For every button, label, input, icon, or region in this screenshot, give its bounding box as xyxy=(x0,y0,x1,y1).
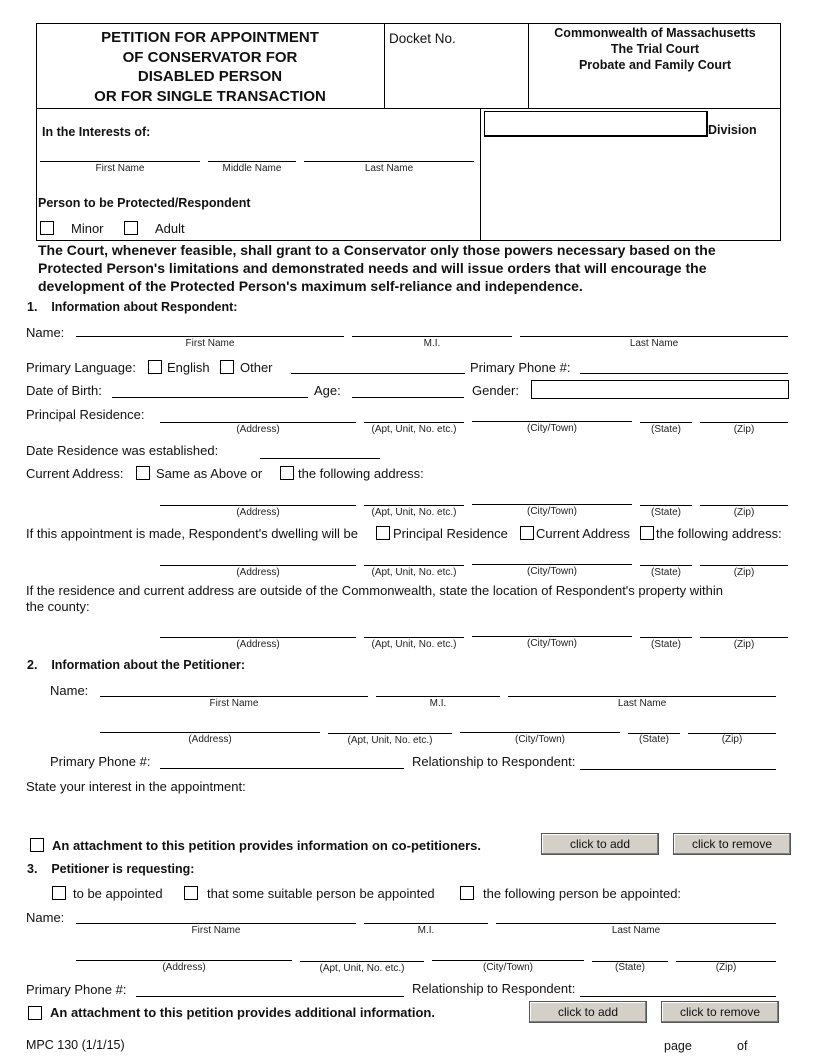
division-input[interactable] xyxy=(484,111,708,137)
nominee-state-caption: (State) xyxy=(614,962,645,973)
nominee-relationship-label: Relationship to Respondent: xyxy=(412,981,576,996)
nominee-phone-line[interactable] xyxy=(136,996,404,997)
co-petitioners-label: An attachment to this petition provides information on co-petitioners. xyxy=(52,838,482,853)
dwelling-state-caption: (State) xyxy=(650,567,681,578)
form-title-line-1: PETITION FOR APPOINTMENT xyxy=(101,29,319,46)
property-state-line[interactable] xyxy=(640,637,692,638)
principal-state-line[interactable] xyxy=(640,422,692,423)
dwelling-following-label: the following address: xyxy=(656,526,782,541)
additional-info-add-button[interactable]: click to add xyxy=(529,1001,647,1023)
property-zip-caption: (Zip) xyxy=(733,639,755,650)
form-title-line-2: OF CONSERVATOR FOR xyxy=(122,48,298,66)
property-apt-line[interactable] xyxy=(364,637,464,638)
nominee-last-name-caption: Last Name xyxy=(611,925,661,936)
petitioner-mi-caption: M.I. xyxy=(429,698,447,709)
petitioner-first-name-caption: First Name xyxy=(209,698,259,709)
nominee-mi-caption: M.I. xyxy=(417,925,435,936)
nominee-apt-line[interactable] xyxy=(300,961,424,962)
respondent-first-name-caption: First Name xyxy=(185,338,235,349)
interest-middle-name-caption: Middle Name xyxy=(222,163,282,174)
form-title-line-3: DISABLED PERSON xyxy=(137,68,283,85)
current-state-caption: (State) xyxy=(650,507,681,518)
current-state-line[interactable] xyxy=(640,505,692,506)
section-2-heading: 2. Information about the Petitioner: xyxy=(27,658,246,672)
court-line-2: The Trial Court xyxy=(610,42,700,56)
property-address-line[interactable] xyxy=(160,637,356,638)
respondent-mi-line[interactable] xyxy=(352,336,512,337)
court-line-3: Probate and Family Court xyxy=(578,58,732,72)
additional-info-remove-button[interactable]: click to remove xyxy=(661,1001,779,1023)
same-as-above-label: Same as Above or xyxy=(156,466,263,481)
dwelling-principal-label: Principal Residence xyxy=(393,526,508,541)
other-language-line[interactable] xyxy=(291,373,465,374)
outside-text-line-1: If the residence and current address are outside of the Commonwealth, state the location of Respondent's property within xyxy=(26,583,723,598)
to-be-appointed-checkbox[interactable] xyxy=(52,886,66,900)
dwelling-state-line[interactable] xyxy=(640,565,692,566)
property-address-caption: (Address) xyxy=(236,639,280,650)
notice-line-3: development of the Protected Person's maximum self-reliance and independence. xyxy=(38,278,583,294)
respondent-last-name-line[interactable] xyxy=(520,336,788,337)
section-3-heading: 3. Petitioner is requesting: xyxy=(27,862,195,876)
interest-first-name-caption: First Name xyxy=(95,163,145,174)
petitioner-mi-line[interactable] xyxy=(376,696,500,697)
section-1-heading: 1. Information about Respondent: xyxy=(27,300,238,314)
following-person-checkbox[interactable] xyxy=(460,886,474,900)
dwelling-apt-line[interactable] xyxy=(364,565,464,566)
petitioner-city-caption: (City/Town) xyxy=(514,734,565,745)
petitioner-city-line[interactable] xyxy=(460,732,620,733)
current-address-label: Current Address: xyxy=(26,466,124,481)
principal-zip-caption: (Zip) xyxy=(733,424,755,435)
additional-info-checkbox[interactable] xyxy=(28,1006,42,1020)
primary-language-label: Primary Language: xyxy=(26,360,136,375)
current-address-caption: (Address) xyxy=(236,507,280,518)
current-city-line[interactable] xyxy=(472,504,632,505)
co-petitioners-add-button[interactable]: click to add xyxy=(541,833,659,855)
principal-apt-line[interactable] xyxy=(364,422,464,423)
interest-statement-label: State your interest in the appointment: xyxy=(26,779,246,794)
nominee-city-line[interactable] xyxy=(432,960,584,961)
person-protected-label: Person to be Protected/Respondent xyxy=(38,196,251,210)
suitable-person-label: that some suitable person be appointed xyxy=(207,886,435,901)
form-id: MPC 130 (1/1/15) xyxy=(26,1038,125,1052)
current-zip-caption: (Zip) xyxy=(733,507,755,518)
current-following-label: the following address: xyxy=(298,466,424,481)
adult-checkbox[interactable] xyxy=(124,221,138,235)
nominee-address-caption: (Address) xyxy=(162,962,206,973)
petitioner-relationship-line[interactable] xyxy=(580,769,776,770)
principal-state-caption: (State) xyxy=(650,424,681,435)
petitioner-first-name-line[interactable] xyxy=(100,696,368,697)
interest-last-name-line[interactable] xyxy=(304,161,474,162)
page-label: page xyxy=(664,1039,692,1053)
dob-label: Date of Birth: xyxy=(26,383,102,398)
property-city-caption: (City/Town) xyxy=(526,638,577,649)
current-apt-caption: (Apt, Unit, No. etc.) xyxy=(371,507,457,518)
petitioner-last-name-caption: Last Name xyxy=(617,698,667,709)
form-title xyxy=(40,28,380,106)
court-line-1: Commonwealth of Massachusetts xyxy=(554,26,756,40)
nominee-first-name-caption: First Name xyxy=(191,925,241,936)
respondent-last-name-caption: Last Name xyxy=(629,338,679,349)
notice-line-2: Protected Person's limitations and demonstrated needs and will issue orders that will encourage the xyxy=(38,260,707,276)
principal-city-caption: (City/Town) xyxy=(526,423,577,434)
to-be-appointed-label: to be appointed xyxy=(73,886,163,901)
english-label: English xyxy=(167,360,210,375)
petitioner-name-label: Name: xyxy=(50,683,89,698)
court-name xyxy=(530,25,780,73)
property-zip-line[interactable] xyxy=(700,637,788,638)
date-established-line[interactable] xyxy=(260,458,380,459)
nominee-address-line[interactable] xyxy=(76,960,292,961)
dwelling-address-line[interactable] xyxy=(160,565,356,566)
dwelling-zip-line[interactable] xyxy=(700,565,788,566)
petitioner-phone-line[interactable] xyxy=(160,768,404,769)
minor-checkbox[interactable] xyxy=(40,221,54,235)
petitioner-state-caption: (State) xyxy=(638,734,669,745)
petitioner-address-line[interactable] xyxy=(100,732,320,733)
court-notice xyxy=(38,241,808,295)
suitable-person-checkbox[interactable] xyxy=(184,886,198,900)
respondent-first-name-line[interactable] xyxy=(76,336,344,337)
respondent-phone-label: Primary Phone #: xyxy=(470,360,571,375)
interests-label: In the Interests of: xyxy=(42,125,151,139)
petitioner-apt-caption: (Apt, Unit, No. etc.) xyxy=(347,735,433,746)
current-address-line[interactable] xyxy=(160,505,356,506)
dwelling-city-caption: (City/Town) xyxy=(526,566,577,577)
age-line[interactable] xyxy=(352,397,464,398)
dwelling-apt-caption: (Apt, Unit, No. etc.) xyxy=(371,567,457,578)
same-as-above-checkbox[interactable] xyxy=(136,466,150,480)
docket-label: Docket No. xyxy=(389,31,456,46)
petitioner-phone-label: Primary Phone #: xyxy=(50,754,151,769)
property-city-line[interactable] xyxy=(472,636,632,637)
age-label: Age: xyxy=(314,383,341,398)
property-apt-caption: (Apt, Unit, No. etc.) xyxy=(371,639,457,650)
outside-text-line-2: the county: xyxy=(26,599,90,614)
nominee-mi-line[interactable] xyxy=(364,923,488,924)
petitioner-zip-caption: (Zip) xyxy=(721,734,743,745)
current-apt-line[interactable] xyxy=(364,505,464,506)
interest-last-name-caption: Last Name xyxy=(364,163,414,174)
nominee-last-name-line[interactable] xyxy=(496,923,776,924)
other-language-label: Other xyxy=(240,360,273,375)
petitioner-last-name-line[interactable] xyxy=(508,696,776,697)
other-language-checkbox[interactable] xyxy=(220,360,234,374)
respondent-mi-caption: M.I. xyxy=(423,338,441,349)
nominee-city-caption: (City/Town) xyxy=(482,962,533,973)
principal-address-line[interactable] xyxy=(160,422,356,423)
date-established-label: Date Residence was established: xyxy=(26,443,219,458)
gender-label: Gender: xyxy=(472,383,519,398)
co-petitioners-remove-button[interactable]: click to remove xyxy=(673,833,791,855)
dwelling-current-checkbox[interactable] xyxy=(520,526,534,540)
additional-info-label: An attachment to this petition provides additional information. xyxy=(50,1005,435,1020)
nominee-apt-caption: (Apt, Unit, No. etc.) xyxy=(319,963,405,974)
division-label: Division xyxy=(708,123,757,137)
gender-input[interactable] xyxy=(531,380,789,399)
notice-line-1: The Court, whenever feasible, shall grant to a Conservator only those powers necessary based on the xyxy=(38,242,716,258)
petitioner-relationship-label: Relationship to Respondent: xyxy=(412,754,576,769)
interest-first-name-line[interactable] xyxy=(40,161,200,162)
dwelling-address-caption: (Address) xyxy=(236,567,280,578)
following-person-label: the following person be appointed: xyxy=(483,886,682,901)
nominee-first-name-line[interactable] xyxy=(76,923,356,924)
dwelling-zip-caption: (Zip) xyxy=(733,567,755,578)
english-checkbox[interactable] xyxy=(148,360,162,374)
principal-residence-label: Principal Residence: xyxy=(26,407,145,422)
nominee-zip-caption: (Zip) xyxy=(715,962,737,973)
principal-city-line[interactable] xyxy=(472,421,632,422)
property-state-caption: (State) xyxy=(650,639,681,650)
respondent-name-label: Name: xyxy=(26,325,65,340)
current-zip-line[interactable] xyxy=(700,505,788,506)
nominee-relationship-line[interactable] xyxy=(580,996,776,997)
principal-apt-caption: (Apt, Unit, No. etc.) xyxy=(371,424,457,435)
header-divider-v1 xyxy=(384,23,385,108)
header-divider-v3 xyxy=(480,108,481,241)
form-title-line-4: OR FOR SINGLE TRANSACTION xyxy=(94,87,326,105)
header-divider-h xyxy=(36,108,781,109)
dob-line[interactable] xyxy=(112,397,308,398)
respondent-phone-line[interactable] xyxy=(580,373,788,374)
current-city-caption: (City/Town) xyxy=(526,506,577,517)
interest-middle-name-line[interactable] xyxy=(208,161,296,162)
dwelling-city-line[interactable] xyxy=(472,564,632,565)
petitioner-apt-line[interactable] xyxy=(328,733,452,734)
page-of-label: of xyxy=(737,1039,748,1053)
dwelling-following-checkbox[interactable] xyxy=(640,526,654,540)
header-divider-v2 xyxy=(528,23,529,108)
minor-label: Minor xyxy=(71,221,104,236)
nominee-name-label: Name: xyxy=(26,910,65,925)
principal-zip-line[interactable] xyxy=(700,422,788,423)
dwelling-principal-checkbox[interactable] xyxy=(376,526,390,540)
nominee-phone-label: Primary Phone #: xyxy=(26,982,127,997)
petitioner-address-caption: (Address) xyxy=(188,734,232,745)
co-petitioners-checkbox[interactable] xyxy=(30,838,44,852)
current-following-checkbox[interactable] xyxy=(280,466,294,480)
dwelling-current-label: Current Address xyxy=(536,526,630,541)
dwelling-text: If this appointment is made, Respondent's dwelling will be xyxy=(26,526,358,541)
principal-address-caption: (Address) xyxy=(236,424,280,435)
adult-label: Adult xyxy=(155,221,185,236)
